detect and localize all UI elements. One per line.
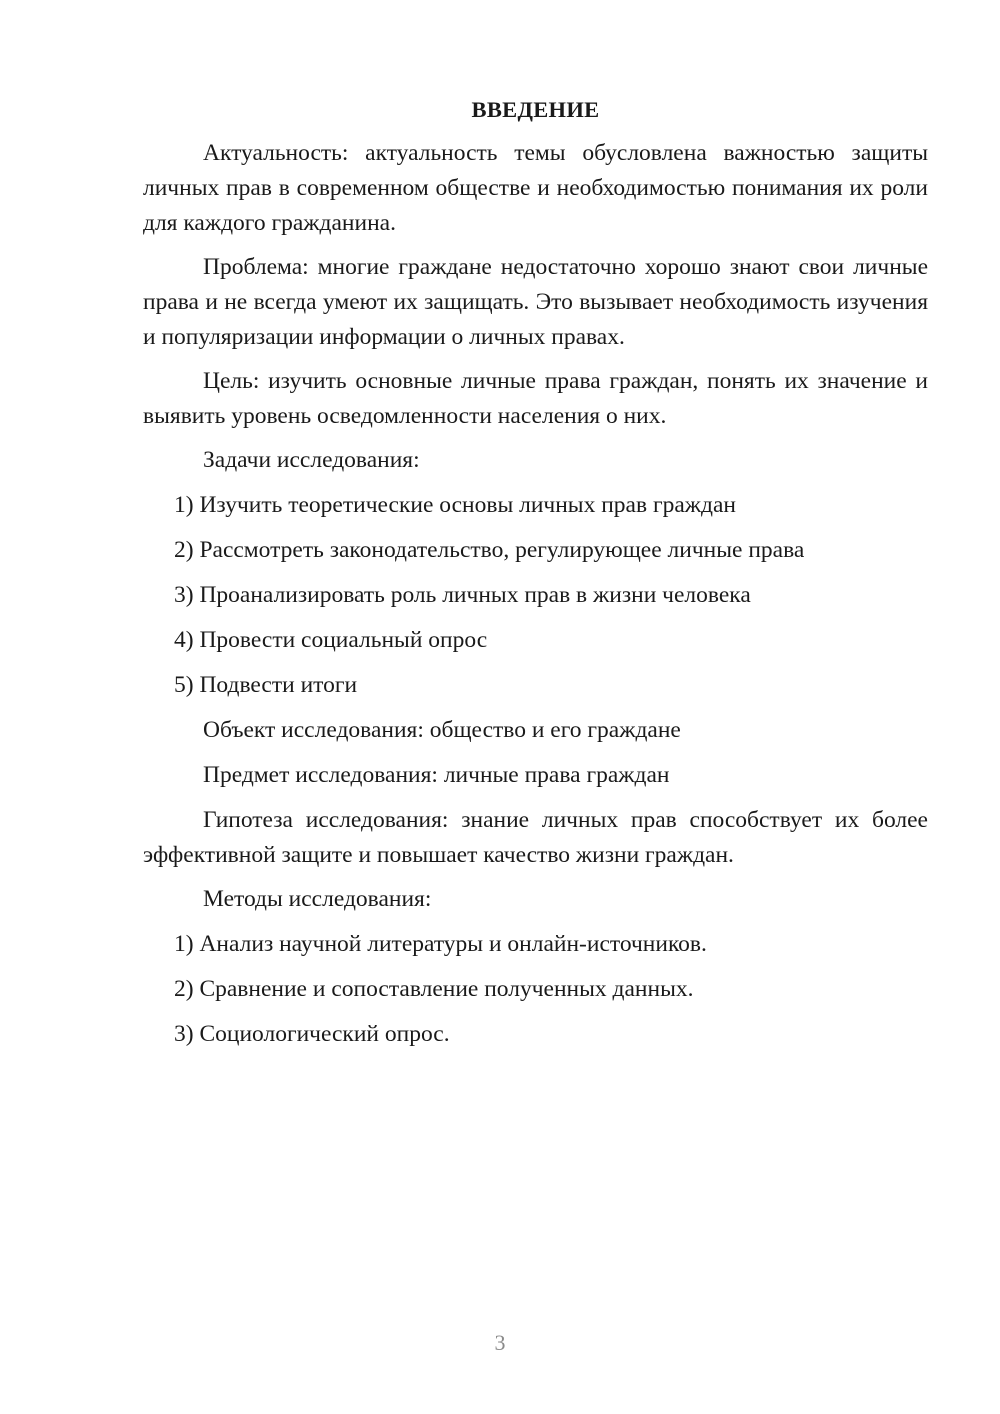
task-item: 3) Проанализировать роль личных прав в жизни человека — [174, 582, 751, 608]
section-title: ВВЕДЕНИЕ — [471, 97, 600, 122]
method-item: 1) Анализ научной литературы и онлайн-источников. — [174, 931, 707, 957]
page-number: 3 — [494, 1330, 506, 1355]
task-item: 1) Изучить теоретические основы личных прав граждан — [174, 492, 736, 518]
tasks-heading: Задачи исследования: — [203, 447, 420, 473]
task-item: 4) Провести социальный опрос — [174, 627, 488, 653]
page-content — [143, 92, 928, 1062]
method-item: 2) Сравнение и сопоставление полученных данных. — [174, 976, 694, 1002]
task-item: 5) Подвести итоги — [174, 672, 358, 698]
object-line: Объект исследования: общество и его граждане — [203, 717, 681, 743]
goal-paragraph: Цель: изучить основные личные права граждан, понять их значение и выявить уровень осведомленности населения о них. — [143, 368, 928, 429]
methods-heading: Методы исследования: — [203, 886, 432, 912]
relevance-paragraph: Актуальность: актуальность темы обусловлена важностью защиты личных прав в современном обществе и необходимостью понимания их роли для каждого гражданина. — [143, 140, 928, 236]
problem-paragraph: Проблема: многие граждане недостаточно хорошо знают свои личные права и не всегда умеют их защищать. Это вызывает необходимость изучения и популяризации информации о личных правах. — [143, 254, 928, 350]
method-item: 3) Социологический опрос. — [174, 1021, 450, 1047]
task-item: 2) Рассмотреть законодательство, регулирующее личные права — [174, 537, 805, 563]
hypothesis-paragraph: Гипотеза исследования: знание личных прав способствует их более эффективной защите и повышает качество жизни граждан. — [143, 807, 928, 868]
subject-line: Предмет исследования: личные права граждан — [203, 762, 670, 788]
